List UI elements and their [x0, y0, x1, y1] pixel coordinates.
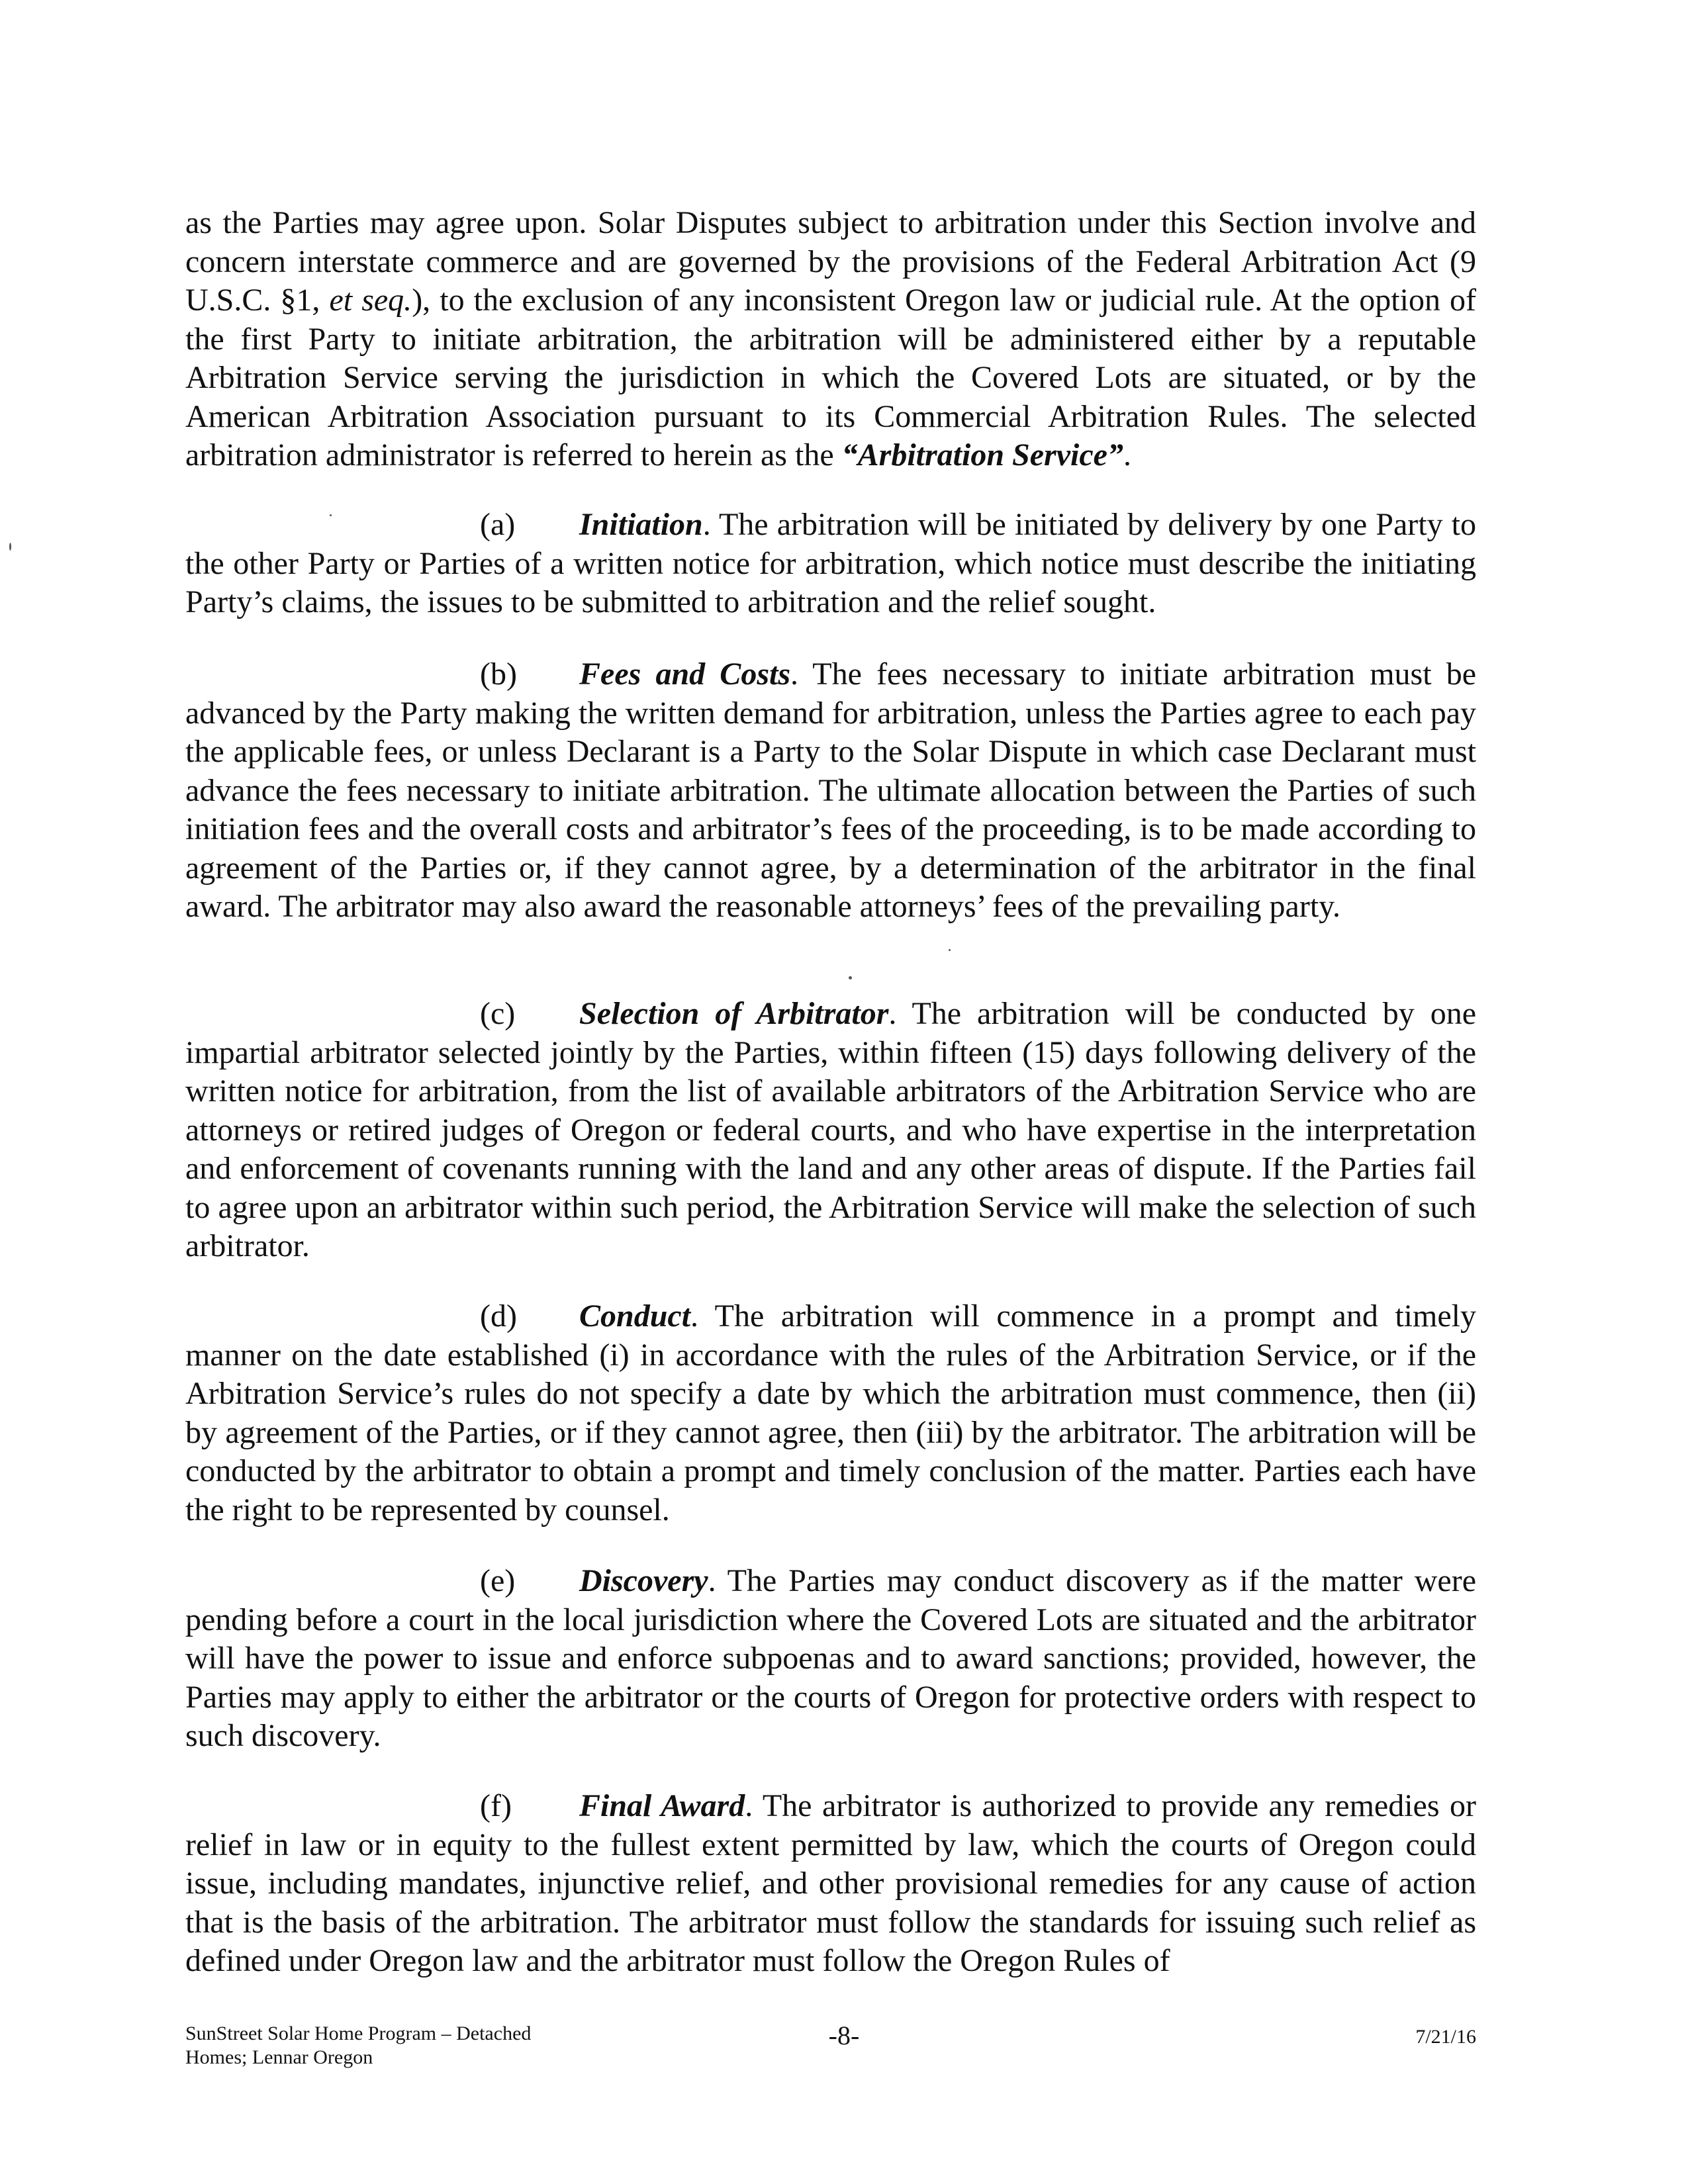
scan-speck [849, 976, 852, 979]
footer-title-line-2: Homes; Lennar Oregon [185, 2046, 373, 2068]
intro-paragraph [185, 204, 1476, 475]
section-heading: Discovery [579, 1563, 708, 1598]
section-f-final-award [185, 1787, 1476, 1981]
section-label: (b) [480, 657, 517, 692]
section-text: . The arbitration will be conducted by one impartial arbitrator selected jointly by the Parties, within fifteen (15) days following delivery of the written notice for arbitration, from the list of available arbitrators of the Arbitration Service who are attorneys or retired judges of Oregon or federal courts, and who have expertise in the interpretation and enforcement of covenants running with the land and any other areas of dispute. If the Parties fail to agree upon an arbitrator within such period, the Arbitration Service will make the selection of such arbitrator. [185, 996, 1476, 1263]
intro-text-2: ), to the exclusion of any inconsistent Oregon law or judicial rule. At the option of the first Party to initiate arbitration, the arbitration will be administered either by a reputable Arbitration Service serving the jurisdiction in which the Covered Lots are situated, or by the American Arbitration Association pursuant to its Commercial Arbitration Rules. The selected arbitration administrator is referred to herein as the [185, 283, 1477, 473]
footer-date: 7/21/16 [1415, 2026, 1476, 2048]
section-text: . The arbitration will commence in a prompt and timely manner on the date established (i) in accordance with the rules of the Arbitration Service, or if the Arbitration Service’s rules do not specify a date by which the arbitration must commence, then (ii) by agreement of the Parties, or if they cannot agree, then (iii) by the arbitrator. The arbitration will be conducted by the arbitrator to obtain a prompt and timely conclusion of the matter. Parties each have the right to be represented by counsel. [185, 1298, 1476, 1527]
defined-term-arbitration-service: “Arbitration Service” [841, 437, 1123, 473]
footer-page-number: -8- [828, 2021, 860, 2050]
section-heading: Conduct [579, 1298, 691, 1334]
section-text: . The fees necessary to initiate arbitration must be advanced by the Party making the written demand for arbitration, unless the Parties agree to each pay the applicable fees, or unless Declarant is a Party to the Solar Dispute in which case Declarant must advance the fees necessary to initiate arbitration. The ultimate allocation between the Parties of such initiation fees and the overall costs and arbitrator’s fees of the proceeding, is to be made according to agreement of the Parties or, if they cannot agree, by a determination of the arbitrator in the final award. The arbitrator may also award the reasonable attorneys’ fees of the prevailing party. [185, 657, 1476, 924]
section-heading: Initiation [579, 507, 703, 542]
intro-end: . [1123, 437, 1131, 473]
intro-et-seq: et seq. [329, 283, 412, 318]
section-label: (d) [480, 1298, 517, 1334]
section-text: . The arbitrator is authorized to provide any remedies or relief in law or in equity to the fullest extent permitted by law, which the courts of Oregon could issue, including mandates, injunctive relief, and other provisional remedies for any cause of action that is the basis of the arbitration. The arbitrator must follow the standards for issuing such relief as defined under Oregon law and the arbitrator must follow the Oregon Rules of [185, 1788, 1476, 1978]
section-heading: Fees and Costs [579, 657, 791, 692]
scan-speck [9, 543, 11, 551]
section-label: (c) [480, 996, 516, 1031]
scan-speck [949, 949, 951, 951]
footer-document-title [185, 2022, 649, 2070]
scan-speck [330, 514, 332, 516]
section-heading: Selection of Arbitrator [579, 996, 889, 1031]
section-label: (a) [480, 507, 516, 542]
footer-title-line-1: SunStreet Solar Home Program – Detached [185, 2023, 532, 2044]
section-b-fees-and-costs [185, 655, 1476, 927]
section-a-initiation [185, 506, 1476, 622]
section-e-discovery [185, 1562, 1476, 1756]
section-heading: Final Award [579, 1788, 745, 1823]
section-text: . The arbitration will be initiated by delivery by one Party to the other Party or Parties of a written notice for arbitration, which notice must describe the initiating Party’s claims, the issues to be submitted to arbitration and the relief sought. [185, 507, 1476, 619]
intro-text: as the Parties may agree upon. Solar Disputes subject to arbitration under this Section involve and concern interstate commerce and are governed by the provisions of the Federal Arbitration Act (9 U.S.C. §1, [185, 205, 1476, 318]
section-text: . The Parties may conduct discovery as if the matter were pending before a court in the local jurisdiction where the Covered Lots are situated and the arbitrator will have the power to issue and enforce subpoenas and to award sanctions; provided, however, the Parties may apply to either the arbitrator or the courts of Oregon for protective orders with respect to such discovery. [185, 1563, 1476, 1753]
section-label: (f) [480, 1788, 512, 1823]
section-c-selection-of-arbitrator [185, 995, 1476, 1266]
section-label: (e) [480, 1563, 516, 1598]
section-d-conduct [185, 1297, 1476, 1529]
